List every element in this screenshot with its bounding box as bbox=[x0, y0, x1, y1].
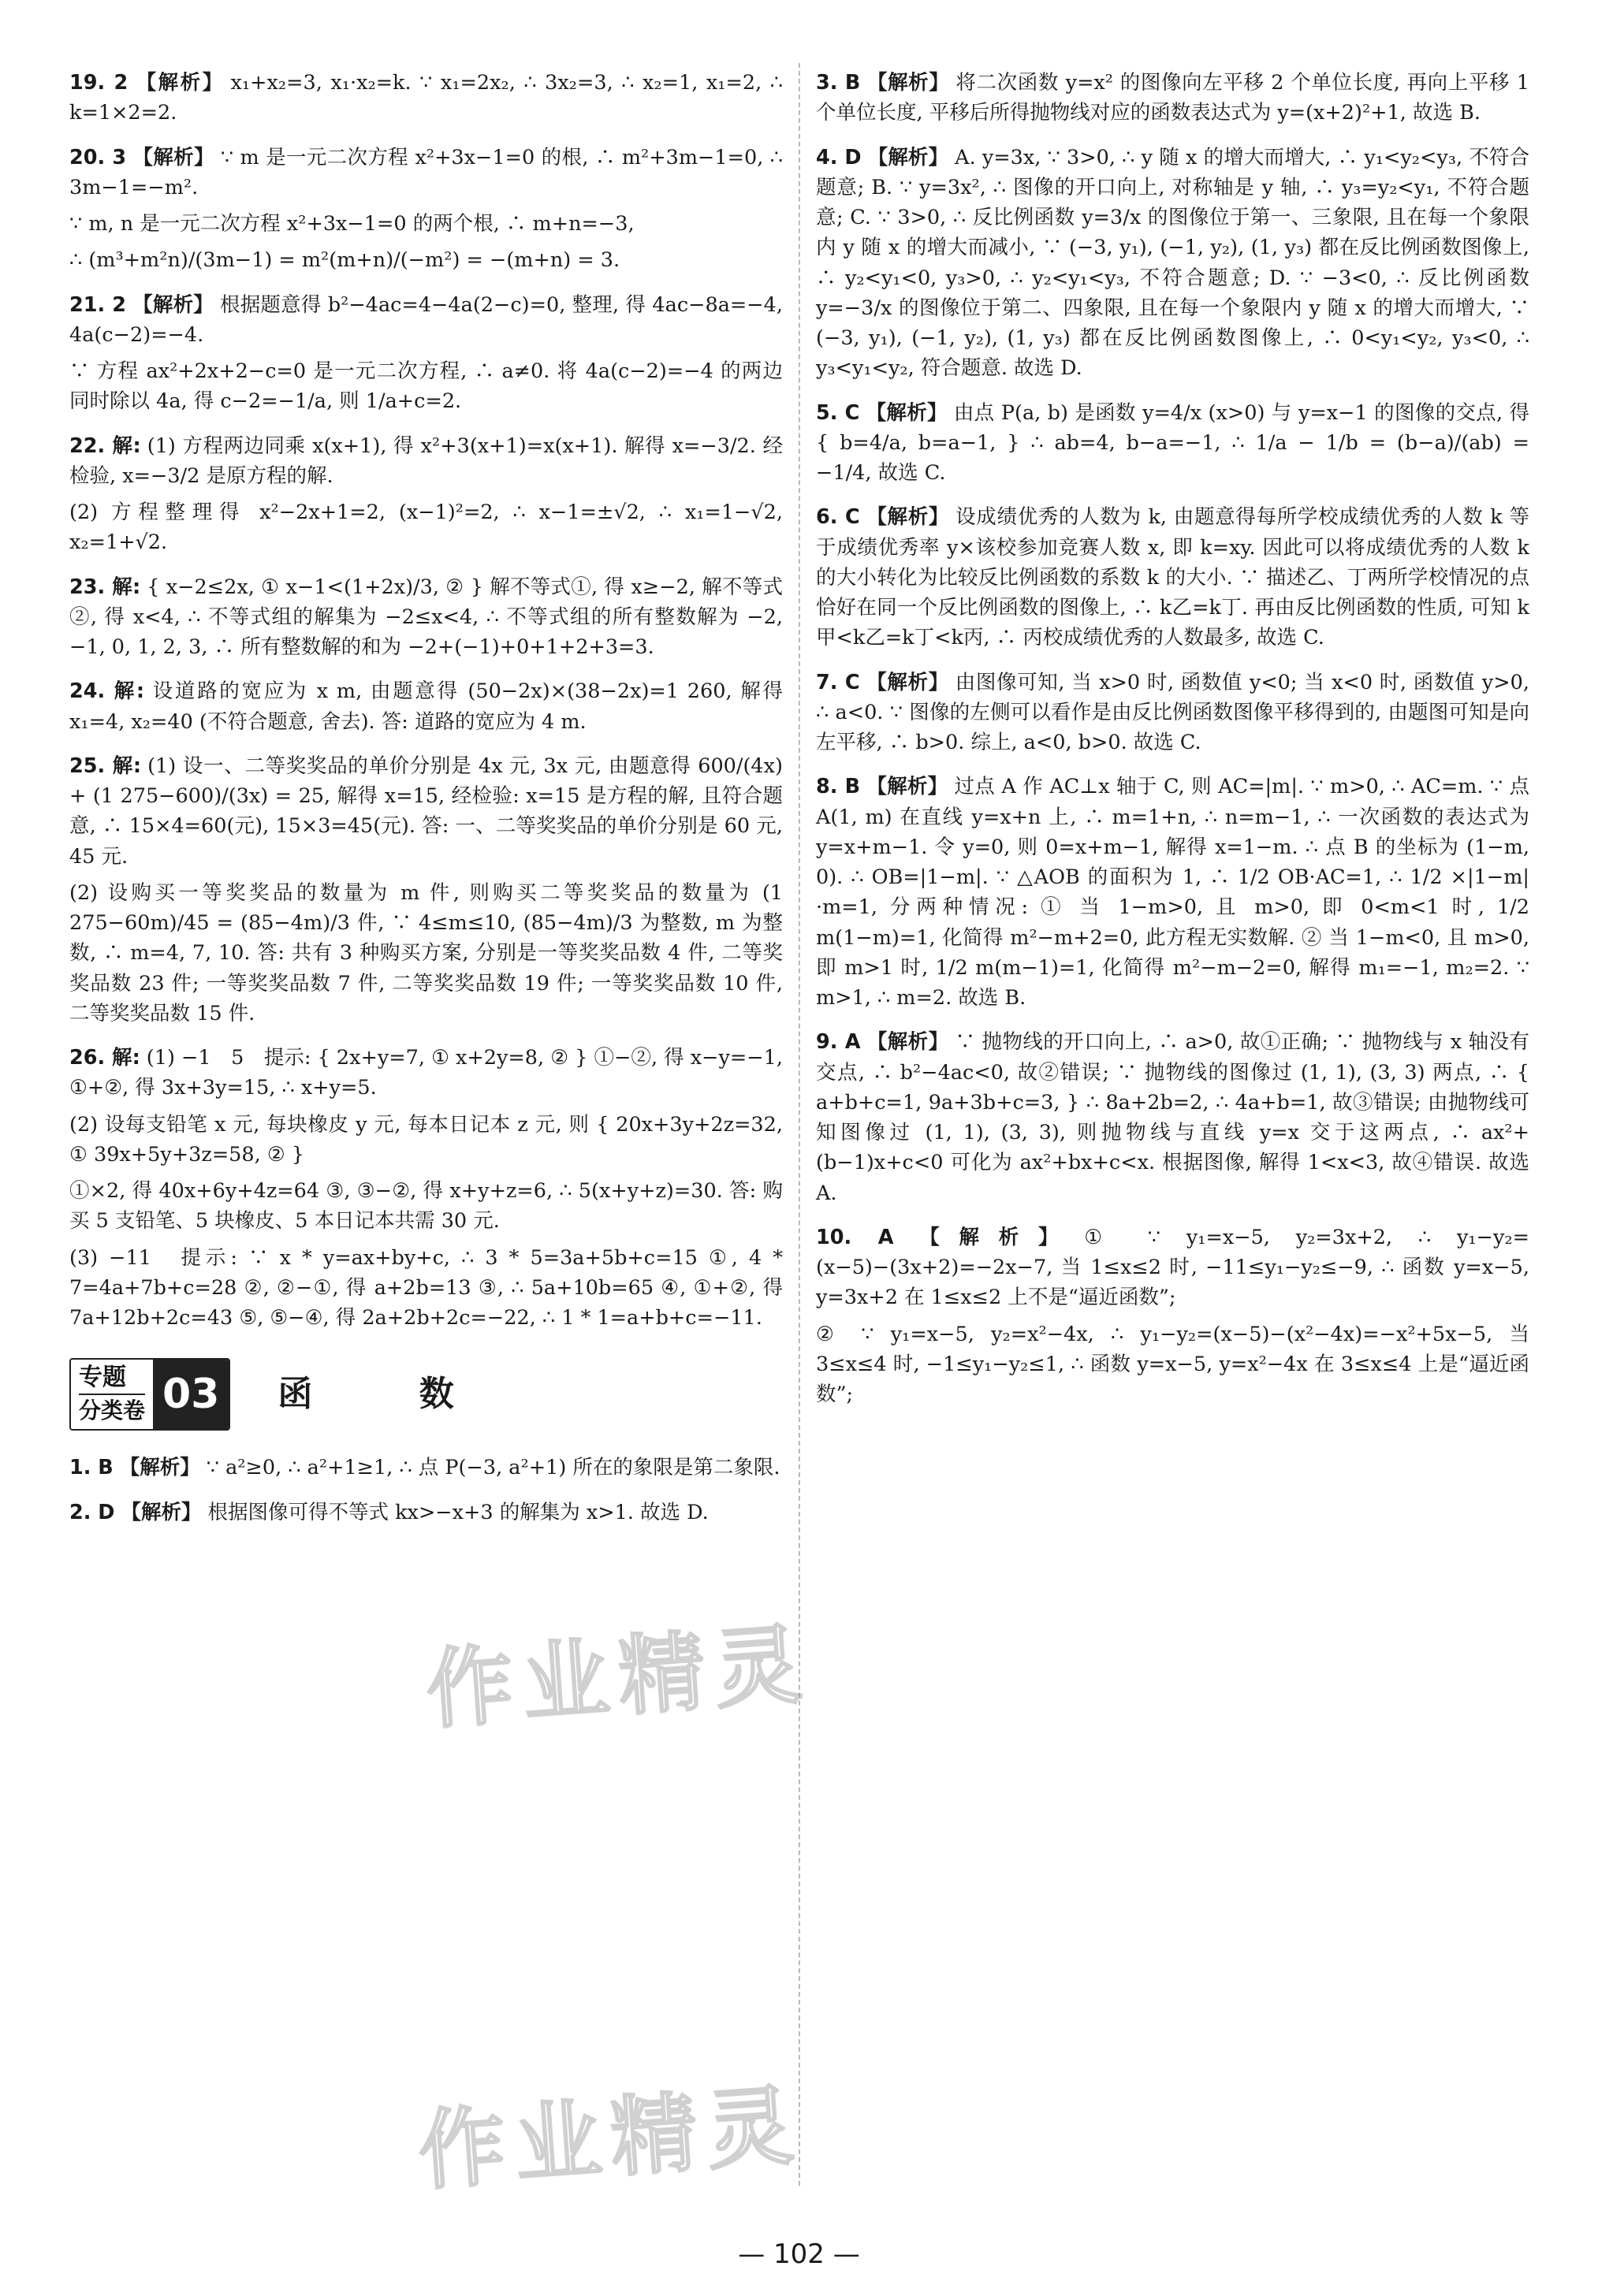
solution-item bbox=[816, 143, 1529, 384]
solution-line bbox=[816, 502, 1529, 653]
question-number: 3. B bbox=[816, 71, 861, 95]
solution-line bbox=[69, 751, 783, 872]
solution-item bbox=[69, 68, 783, 128]
left-solutions bbox=[69, 68, 783, 1333]
solution-text: ① ∵ y₁=x−5, y₂=3x+2, ∴ y₁−y₂=(x−5)−(3x+2)=−2x−7, 当 1≤x≤2 时, −11≤y₁−y₂≤−9, ∴ 函数 y=x−5, y=3x+2 在 1≤x≤2 上不是“逼近函数”; bbox=[816, 1225, 1529, 1310]
solution-text: ∵ a²≥0, ∴ a²+1≥1, ∴ 点 P(−3, a²+1) 所在的象限是第二象限. bbox=[206, 1456, 780, 1480]
question-number: 20. 3 bbox=[69, 145, 127, 169]
solution-text: ∵ 抛物线的开口向上, ∴ a>0, 故①正确; ∵ 抛物线与 x 轴没有交点, ∴ b²−4ac<0, 故②错误; ∵ 抛物线的图像过 (1, 1), (3, 3) 两点, ∴ { a+b+c=1, 9a+3b+c=3, } ∴ 8a+2b=2, ∴ 4a+b=1, 故③错误; 由抛物线可知图像过 (1, 1), (3, 3), 则抛物线与直线 y=x 交于这两点, ∴ ax²+(b−1)x+c<0 可化为 ax²+bx+c<x. 根据图像, 解得 1<x<3, 故④错误. 故选 A. bbox=[816, 1030, 1529, 1205]
analysis-tag: 【解析】 bbox=[900, 1225, 1078, 1249]
solution-item bbox=[69, 676, 783, 737]
solution-line bbox=[69, 1243, 783, 1334]
question-number: 25. 解: bbox=[69, 754, 142, 778]
solution-text: 将二次函数 y=x² 的图像向左平移 2 个单位长度, 再向上平移 1 个单位长度, 平移后所得抛物线对应的函数表达式为 y=(x+2)²+1, 故选 B. bbox=[816, 71, 1529, 125]
solution-item bbox=[69, 1453, 783, 1483]
question-number: 4. D bbox=[816, 145, 862, 169]
solution-line bbox=[816, 772, 1529, 1013]
analysis-tag: 【解析】 bbox=[866, 505, 950, 530]
solution-line bbox=[69, 356, 783, 417]
question-number: 7. C bbox=[816, 670, 860, 694]
solution-line bbox=[69, 878, 783, 1029]
solution-text: 设成绩优秀的人数为 k, 由题意得每所学校成绩优秀的人数 k 等于成绩优秀率 y×该校参加竞赛人数 x, 即 k=xy. 因此可以将成绩优秀的人数 k 的大小转化为比较反比例函数的系数 k 的大小. ∵ 描述乙、丁两所学校情况的点恰好在同一个反比例函数的图像上, ∴ k乙=k丁. 再由反比例函数的性质, 可知 k甲<k乙=k丁<k丙, ∴ 丙校成绩优秀的人数最多, 故选 C. bbox=[816, 505, 1529, 650]
page-number: 102 bbox=[773, 2238, 825, 2270]
solution-text: (1) 方程两边同乘 x(x+1), 得 x²+3(x+1)=x(x+1). 解得 x=−3/2. 经检验, x=−3/2 是原方程的解. bbox=[69, 434, 783, 488]
solution-item bbox=[816, 68, 1529, 128]
solution-text: ∵ 方程 ax²+2x+2−c=0 是一元二次方程, ∴ a≠0. 将 4a(c−2)=−4 的两边同时除以 4a, 得 c−2=−1/a, 则 1/a+c=2. bbox=[69, 359, 783, 414]
solution-text: ② ∵ y₁=x−5, y₂=x²−4x, ∴ y₁−y₂=(x−5)−(x²−4x)=−x²+5x−5, 当 3≤x≤4 时, −1≤y₁−y₂≤1, ∴ 函数 y=x−5, y=x²−4x 在 3≤x≤4 上是“逼近函数”; bbox=[816, 1322, 1529, 1406]
solution-text: x₁+x₂=3, x₁·x₂=k. ∵ x₁=2x₂, ∴ 3x₂=3, ∴ x₂=1, x₁=2, ∴ k=1×2=2. bbox=[69, 71, 783, 125]
question-number: 10. A bbox=[816, 1225, 894, 1249]
question-number: 2. D bbox=[69, 1500, 115, 1524]
question-number: 26. 解: bbox=[69, 1046, 140, 1070]
solution-text: A. y=3x, ∵ 3>0, ∴ y 随 x 的增大而增大, ∴ y₁<y₂<y₃, 不符合题意; B. ∵ y=3x², ∴ 图像的开口向上, 对称轴是 y 轴, ∴ y₃=y₂<y₁, 不符合题意; C. ∵ 3>0, ∴ 反比例函数 y=3/x 的图像位于第一、三象限, 且在每一个象限内 y 随 x 的增大而减小, ∵ (−3, y₁), (−1, y₂), (1, y₃) 都在反比例函数图像上, ∴ y₂<y₁<0, y₃>0, ∴ y₂<y₁<y₃, 不符合题意; D. ∵ −3<0, ∴ 反比例函数 y=−3/x 的图像位于第二、四象限, 且在每一个象限内 y 随 x 的增大而增大, ∵ (−3, y₁), (−1, y₂), (1, y₃) 都在反比例函数图像上, ∴ 0<y₁<y₂, y₃<0, ∴ y₃<y₁<y₂, 符合题意. 故选 D. bbox=[816, 145, 1529, 381]
solution-text: { x−2≤2x, ① x−1<(1+2x)/3, ② } 解不等式①, 得 x≥−2, 解不等式②, 得 x<4, ∴ 不等式组的解集为 −2≤x<4, ∴ 不等式组的所有整数解为 −2, −1, 0, 1, 2, 3, ∴ 所有整数解的和为 −2+(−1)+0+1+2+3=3. bbox=[69, 575, 783, 659]
solution-text: (3) −11 提示: ∵ x * y=ax+by+c, ∴ 3 * 5=3a+5b+c=15 ①, 4 * 7=4a+7b+c=28 ②, ②−①, 得 a+2b=13 ③, ∴ 5a+10b=65 ④, ①+②, 得 7a+12b+2c=43 ⑤, ⑤−④, 得 2a+2b+2c=−22, ∴ 1 * 1=a+b+c=−11. bbox=[69, 1245, 783, 1330]
question-number: 9. A bbox=[816, 1030, 861, 1055]
solution-line bbox=[69, 143, 783, 203]
solution-line bbox=[69, 497, 783, 558]
analysis-tag: 【解析】 bbox=[121, 1500, 202, 1524]
page-number-footer: — 102 — bbox=[738, 2238, 860, 2270]
left-solutions-after-section bbox=[69, 1453, 783, 1528]
question-number: 8. B bbox=[816, 775, 861, 799]
badge-bottom-label: 分类卷 bbox=[79, 1394, 145, 1427]
solution-line bbox=[816, 1319, 1529, 1410]
solution-text: (2) 设购买一等奖奖品的数量为 m 件, 则购买二等奖奖品的数量为 (1 275−60m)/45 = (85−4m)/3 件, ∵ 4≤m≤10, (85−4m)/3 为整数, m 为整数, ∴ m=4, 7, 10. 答: 共有 3 种购买方案, 分别是一等奖奖品数 4 件, 二等奖奖品数 23 件; 一等奖奖品数 7 件, 二等奖奖品数 19 件; 一等奖奖品数 10 件, 二等奖奖品数 15 件. bbox=[69, 880, 783, 1025]
right-solutions bbox=[816, 68, 1529, 1409]
solution-text: (2) 方程整理得 x²−2x+1=2, (x−1)²=2, ∴ x−1=±√2, ∴ x₁=1−√2, x₂=1+√2. bbox=[69, 501, 783, 555]
analysis-tag: 【解析】 bbox=[119, 1456, 200, 1480]
solution-line bbox=[816, 1027, 1529, 1208]
solution-text: (1) −1 5 提示: { 2x+y=7, ① x+2y=8, ② } ①−②, 得 x−y=−1, ①+②, 得 3x+3y=15, ∴ x+y=5. bbox=[69, 1046, 783, 1100]
badge-top-label: 专题 bbox=[79, 1364, 126, 1392]
analysis-tag: 【解析】 bbox=[866, 670, 949, 694]
question-number: 24. 解: bbox=[69, 679, 145, 704]
solution-line bbox=[69, 1043, 783, 1103]
solution-line bbox=[69, 245, 783, 275]
solution-item bbox=[816, 1027, 1529, 1208]
solution-text: 设道路的宽应为 x m, 由题意得 (50−2x)×(38−2x)=1 260, 解得 x₁=4, x₂=40 (不符合题意, 舍去). 答: 道路的宽应为 4 m. bbox=[69, 679, 783, 734]
analysis-tag: 【解析】 bbox=[134, 71, 225, 95]
solution-text: ∵ m 是一元二次方程 x²+3x−1=0 的根, ∴ m²+3m−1=0, ∴ 3m−1=−m². bbox=[69, 145, 783, 199]
analysis-tag: 【解析】 bbox=[866, 775, 948, 799]
solution-line bbox=[69, 676, 783, 737]
solution-text: 根据题意得 b²−4ac=4−4a(2−c)=0, 整理, 得 4ac−8a=−4, 4a(c−2)=−4. bbox=[69, 292, 783, 347]
solution-line bbox=[69, 431, 783, 492]
question-number: 21. 2 bbox=[69, 292, 126, 317]
column-divider bbox=[799, 63, 800, 2186]
solution-line bbox=[69, 572, 783, 663]
solution-item bbox=[69, 572, 783, 663]
watermark-upper: 作业精灵 bbox=[423, 1613, 814, 1741]
analysis-tag: 【解析】 bbox=[132, 145, 214, 169]
solution-item bbox=[69, 290, 783, 417]
question-number: 23. 解: bbox=[69, 575, 141, 599]
question-number: 22. 解: bbox=[69, 434, 141, 458]
solution-line bbox=[69, 1176, 783, 1237]
solution-line bbox=[69, 209, 783, 239]
solution-item bbox=[69, 751, 783, 1029]
solution-line bbox=[69, 68, 783, 128]
right-column bbox=[816, 68, 1529, 2178]
solution-text: 由点 P(a, b) 是函数 y=4/x (x>0) 与 y=x−1 的图像的交点, 得 { b=4/a, b=a−1, } ∴ ab=4, b−a=−1, ∴ 1/a − 1/b = (b−a)/(ab) = −1/4, 故选 C. bbox=[816, 400, 1529, 485]
solution-text: 过点 A 作 AC⊥x 轴于 C, 则 AC=|m|. ∵ m>0, ∴ AC=m. ∵ 点 A(1, m) 在直线 y=x+n 上, ∴ m=1+n, ∴ n=m−1, ∴ 一次函数的表达式为 y=x+m−1. 令 y=0, 则 0=x+m−1, 解得 x=1−m. ∴ 点 B 的坐标为 (1−m, 0). ∴ OB=|1−m|. ∵ △AOB 的面积为 1, ∴ 1/2 OB·AC=1, ∴ 1/2 ×|1−m|·m=1, 分两种情况: ① 当 1−m>0, 且 m>0, 即 0<m<1 时, 1/2 m(1−m)=1, 化简得 m²−m+2=0, 此方程无实数解. ② 当 1−m<0, 且 m>0, 即 m>1 时, 1/2 m(m−1)=1, 化简得 m²−m−2=0, 解得 m₁=−1, m₂=2. ∵ m>1, ∴ m=2. 故选 B. bbox=[816, 775, 1529, 1010]
solution-text: 根据图像可得不等式 kx>−x+3 的解集为 x>1. 故选 D. bbox=[207, 1500, 709, 1524]
analysis-tag: 【解析】 bbox=[866, 1030, 949, 1055]
solution-item bbox=[816, 502, 1529, 653]
section-badge bbox=[69, 1358, 230, 1431]
analysis-tag: 【解析】 bbox=[132, 292, 214, 317]
question-number: 5. C bbox=[816, 400, 860, 425]
solution-line bbox=[69, 1110, 783, 1170]
question-number: 6. C bbox=[816, 505, 860, 530]
solution-item bbox=[69, 143, 783, 276]
solution-text: (1) 设一、二等奖奖品的单价分别是 4x 元, 3x 元, 由题意得 600/(4x) + (1 275−600)/(3x) = 25, 解得 x=15, 经检验: x=15 是方程的解, 且符合题意, ∴ 15×4=60(元), 15×3=45(元). 答: 一、二等奖奖品的单价分别是 60 元, 45 元. bbox=[69, 754, 783, 869]
question-number: 1. B bbox=[69, 1456, 114, 1480]
badge-number: 03 bbox=[153, 1360, 229, 1429]
solution-item bbox=[69, 1043, 783, 1333]
solution-text: ∵ m, n 是一元二次方程 x²+3x−1=0 的两个根, ∴ m+n=−3, bbox=[69, 212, 635, 236]
solution-line bbox=[816, 143, 1529, 384]
solution-item bbox=[69, 431, 783, 558]
analysis-tag: 【解析】 bbox=[866, 71, 950, 95]
left-column bbox=[69, 68, 783, 2178]
watermark-lower: 作业精灵 bbox=[415, 2075, 806, 2202]
solution-line bbox=[816, 398, 1529, 489]
solution-text: ∴ (m³+m²n)/(3m−1) = m²(m+n)/(−m²) = −(m+n) = 3. bbox=[69, 248, 620, 273]
solution-item bbox=[816, 772, 1529, 1013]
solution-item bbox=[816, 668, 1529, 758]
solution-text: (2) 设每支铅笔 x 元, 每块橡皮 y 元, 每本日记本 z 元, 则 { 20x+3y+2z=32, ① 39x+5y+3z=58, ② } bbox=[69, 1112, 783, 1167]
solution-text: 由图像可知, 当 x>0 时, 函数值 y<0; 当 x<0 时, 函数值 y>0, ∴ a<0. ∵ 图像的左侧可以看作是由反比例函数图像平移得到的, 由题图可知是向左平移, ∴ b>0. 综上, a<0, b>0. 故选 C. bbox=[816, 670, 1529, 754]
solution-line bbox=[816, 68, 1529, 128]
solution-line bbox=[816, 1222, 1529, 1313]
analysis-tag: 【解析】 bbox=[866, 400, 948, 425]
solution-line bbox=[69, 290, 783, 351]
analysis-tag: 【解析】 bbox=[867, 145, 949, 169]
question-number: 19. 2 bbox=[69, 71, 129, 95]
solution-item bbox=[816, 398, 1529, 489]
section-title: 函 数 bbox=[278, 1374, 501, 1415]
solution-line bbox=[69, 1453, 783, 1483]
section-header bbox=[69, 1356, 783, 1432]
solution-item bbox=[816, 1222, 1529, 1410]
solution-line bbox=[816, 668, 1529, 758]
solution-line bbox=[69, 1498, 783, 1528]
solution-item bbox=[69, 1498, 783, 1528]
solution-text: ①×2, 得 40x+6y+4z=64 ③, ③−②, 得 x+y+z=6, ∴ 5(x+y+z)=30. 答: 购买 5 支铅笔、5 块橡皮、5 本日记本共需 30 元. bbox=[69, 1179, 783, 1234]
